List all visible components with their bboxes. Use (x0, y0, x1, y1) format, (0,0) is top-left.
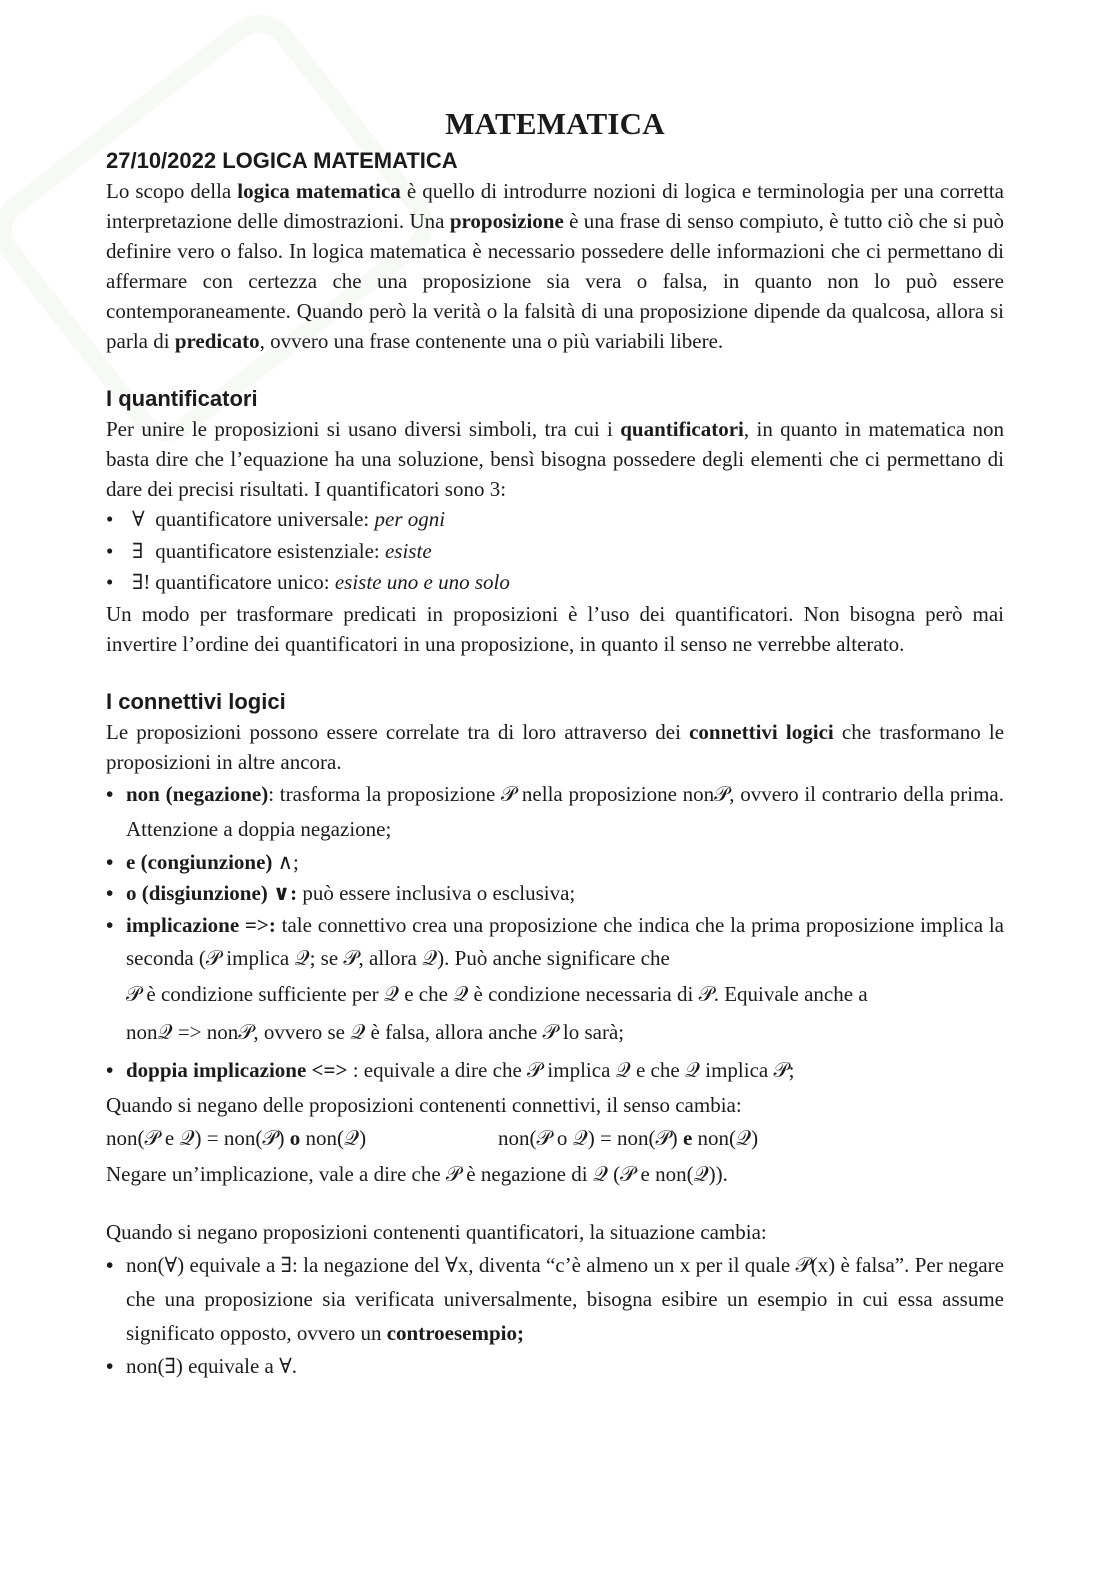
list-item: • implicazione =>: tale connettivo crea una proposizione che indica che la prima proposizione implica la seconda (𝒫 implica 𝒬; se 𝒫, allora 𝒬). Può anche significare che 𝒫 è condizione sufficiente per 𝒬 e che 𝒬 è condizione necessaria di 𝒫. Equivale anche a non𝒬 => non𝒫, ovvero se 𝒬 è falsa, allora anche 𝒫 lo sarà; (106, 909, 1004, 1051)
connettivi-list (106, 777, 1004, 1089)
section-heading-connettivi: I connettivi logici (106, 688, 286, 714)
page-title: MATEMATICA (445, 106, 665, 141)
negation-rule-or: non(𝒫 o 𝒬) = non(𝒫) e non(𝒬) (498, 1125, 759, 1150)
list-item: • ∃ quantificatore esistenziale: esiste (106, 536, 1004, 568)
list-item: • non(∃) equivale a ∀. (106, 1350, 1004, 1382)
quantifier-negation-intro: Quando si negano proposizioni contenenti quantificatori, la situazione cambia: (106, 1219, 767, 1244)
list-item: • ∀ quantificatore universale: per ogni (106, 504, 1004, 536)
quantificatori-list (106, 504, 1004, 599)
negation-rules (106, 1122, 1004, 1154)
list-item: • e (congiunzione) ∧; (106, 847, 1004, 878)
negation-intro: Quando si negano delle proposizioni contenenti connettivi, il senso cambia: (106, 1092, 742, 1117)
negation-rule-and: non(𝒫 e 𝒬) = non(𝒫) o non(𝒬) (106, 1125, 367, 1150)
list-item: • non (negazione): trasforma la proposizione 𝒫 nella proposizione non𝒫, ovvero il contrario della prima. Attenzione a doppia negazione; (106, 777, 1004, 847)
quantificatori-note: Un modo per trasformare predicati in proposizioni è l’uso dei quantificatori. Non bisogna però mai invertire l’ordine dei quantificatori in una proposizione, in quanto il senso ne verrebbe alterato. (106, 601, 1004, 656)
list-item: • doppia implicazione <=> : equivale a dire che 𝒫 implica 𝒬 e che 𝒬 implica 𝒫; (106, 1051, 1004, 1089)
list-item: • o (disgiunzione) ∨: può essere inclusiva o esclusiva; (106, 878, 1004, 909)
list-item: • non(∀) equivale a ∃: la negazione del ∀x, diventa “c’è almeno un x per il quale 𝒫(x) è falsa”. Per negare che una proposizione sia verificata universalmente, bisogna esibire un esempio in cui essa assume significato opposto, ovvero un controesempio; (106, 1248, 1004, 1350)
document-page (106, 104, 1004, 1382)
quantificatori-paragraph: Per unire le proposizioni si usano diversi simboli, tra cui i quantificatori, in quanto in matematica non basta dire che l’equazione ha una soluzione, bensì bisogna possedere degli elementi che ci permettano di dare dei precisi risultati. I quantificatori sono 3: (106, 417, 1004, 501)
negation-implication: Negare un’implicazione, vale a dire che 𝒫 è negazione di 𝒬 (𝒫 e non(𝒬)). (106, 1161, 728, 1186)
section-heading-quantificatori: I quantificatori (106, 386, 258, 411)
section-heading-logica: 27/10/2022 LOGICA MATEMATICA (106, 148, 458, 173)
connettivi-paragraph: Le proposizioni possono essere correlate tra di loro attraverso dei connettivi logici che trasformano le proposizioni in altre ancora. (106, 719, 1005, 774)
list-item: • ∃! quantificatore unico: esiste uno e uno solo (106, 567, 1004, 599)
intro-paragraph: Lo scopo della logica matematica è quello di introdurre nozioni di logica e terminologia per una corretta interpretazione delle dimostrazioni. Una proposizione è una frase di senso compiuto, è tutto ciò che si può definire vero o falso. In logica matematica è necessario possedere delle informazioni che ci permettano di affermare con certezza che una proposizione sia vera o falsa, in quanto non lo può essere contemporaneamente. Quando però la verità o la falsità di una proposizione dipende da qualcosa, allora si parla di predicato, ovvero una frase contenente una o più variabili libere. (106, 179, 1004, 353)
quantifier-negation-list (106, 1248, 1004, 1382)
